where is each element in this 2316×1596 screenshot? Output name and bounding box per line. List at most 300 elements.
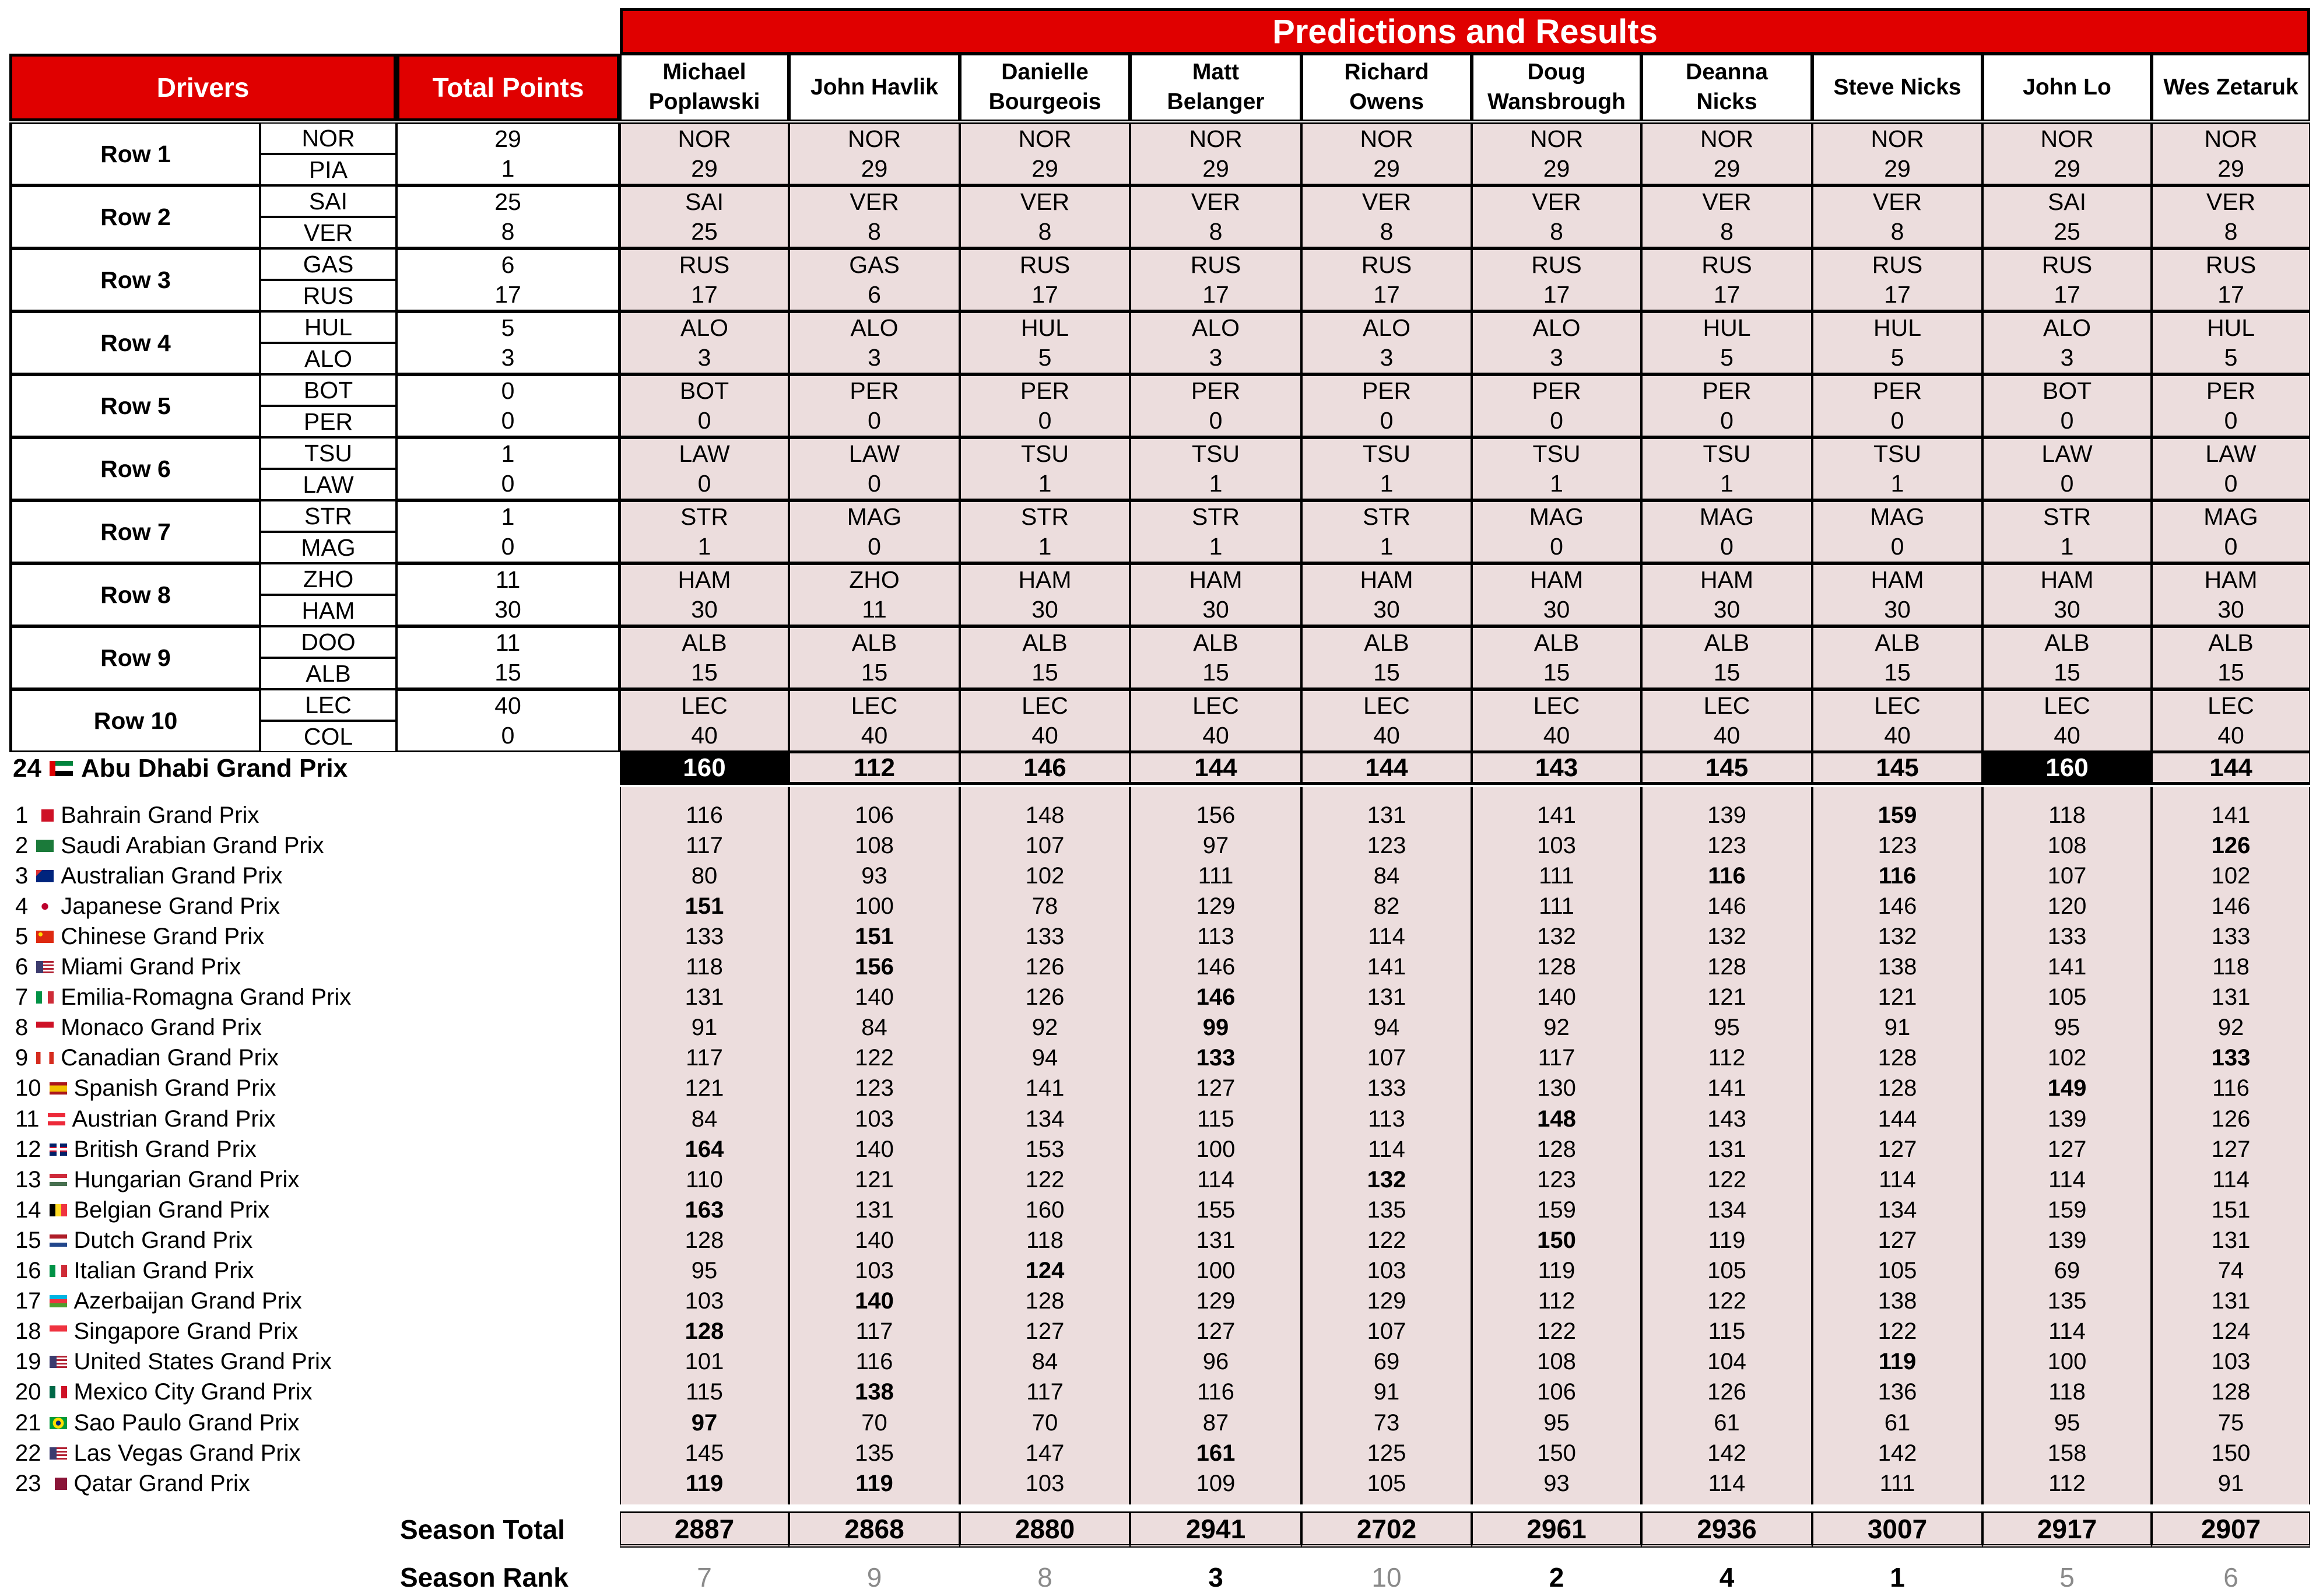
race-number: 12 (15, 1136, 41, 1162)
race-score: 100 (855, 893, 894, 919)
pick-driver: LEC (1533, 692, 1580, 719)
current-race-score: 143 (1472, 752, 1641, 785)
pick-driver: TSU (1021, 440, 1069, 467)
driver-points: 1 (396, 154, 620, 185)
prediction-cell (1641, 437, 1812, 500)
season-rank-value: 8 (1037, 1562, 1052, 1593)
player-last-name: Bourgeois (988, 89, 1101, 114)
driver-code: ALO (260, 343, 396, 374)
player-header (1641, 54, 1812, 121)
race-score: 127 (2211, 1136, 2251, 1162)
prediction-cell (789, 437, 960, 500)
pick-points: 0 (868, 407, 881, 434)
race-score: 128 (1878, 1075, 1917, 1102)
canada-flag-icon (36, 1052, 54, 1064)
pick-points: 0 (868, 470, 881, 497)
pick-points: 8 (1890, 218, 1904, 245)
race-row-label (15, 1134, 257, 1164)
race-number: 9 (15, 1045, 29, 1071)
prediction-cell (1982, 248, 2152, 311)
race-number: 4 (15, 893, 29, 919)
pick-driver: HAM (1700, 566, 1754, 593)
pick-driver: RUS (1872, 251, 1923, 278)
pick-points: 15 (1202, 659, 1229, 686)
race-score: 133 (2211, 923, 2251, 949)
prediction-cell (1130, 311, 1301, 374)
pick-driver: NOR (1871, 125, 1924, 152)
race-row-label (15, 1408, 299, 1438)
race-row-label (15, 1377, 312, 1408)
pick-driver: ALB (682, 629, 727, 656)
driver-points: 15 (396, 658, 620, 689)
driver-code: LAW (260, 469, 396, 500)
player-first-name: John Lo (2023, 74, 2111, 100)
prediction-cell (620, 311, 789, 374)
player-first-name: Doug (1527, 59, 1586, 85)
race-score: 146 (1196, 984, 1236, 1011)
player-last-name: Nicks (1696, 89, 1757, 114)
race-number: 17 (15, 1288, 41, 1314)
season-rank-value: 5 (2059, 1562, 2075, 1593)
pick-driver: PER (1532, 377, 1581, 404)
prediction-cell (620, 248, 789, 311)
race-score: 118 (2048, 802, 2086, 828)
race-score: 111 (1539, 893, 1574, 919)
pick-driver: STR (680, 503, 728, 530)
prediction-cell (620, 689, 789, 752)
pick-driver: BOT (2042, 377, 2092, 404)
race-score: 106 (855, 802, 894, 828)
race-number: 5 (15, 923, 29, 949)
pick-driver: SAI (685, 188, 724, 215)
season-rank-value: 10 (1371, 1562, 1402, 1593)
season-total-value: 2868 (789, 1511, 960, 1548)
pick-points: 17 (1543, 281, 1570, 308)
race-score: 126 (1025, 984, 1065, 1011)
race-row-label (15, 891, 280, 921)
usa-flag-icon (36, 961, 54, 973)
race-score: 135 (1367, 1197, 1406, 1223)
race-score: 103 (1025, 1470, 1065, 1496)
race-score: 80 (691, 862, 718, 889)
pick-points: 17 (1202, 281, 1229, 308)
race-score: 69 (1373, 1349, 1400, 1375)
pick-driver: NOR (1018, 125, 1072, 152)
race-score: 121 (1878, 984, 1917, 1011)
prediction-cell (620, 500, 789, 563)
driver-code: SAI (260, 185, 396, 217)
race-score: 151 (855, 923, 894, 949)
player-last-name: Poplawski (648, 89, 760, 114)
race-score: 116 (1197, 1379, 1234, 1405)
prediction-cell (1812, 500, 1982, 563)
race-number: 10 (15, 1075, 41, 1102)
race-score: 70 (1031, 1409, 1058, 1436)
prediction-cell (960, 311, 1130, 374)
race-score: 112 (1708, 1045, 1746, 1071)
pick-driver: HAM (1871, 566, 1924, 593)
race-row-label (15, 1286, 302, 1317)
race-score: 95 (691, 1258, 718, 1284)
race-score: 70 (861, 1409, 887, 1436)
row-label: Row 10 (9, 689, 260, 752)
race-score: 133 (1196, 1045, 1236, 1071)
race-name: Japanese Grand Prix (61, 893, 280, 919)
race-score: 161 (1196, 1440, 1236, 1466)
prediction-cell (960, 500, 1130, 563)
pick-points: 3 (868, 344, 881, 371)
race-name: Chinese Grand Prix (61, 923, 265, 949)
race-score: 100 (1196, 1136, 1236, 1162)
race-number: 22 (15, 1440, 41, 1466)
race-score: 121 (685, 1075, 724, 1102)
race-score: 118 (2212, 954, 2250, 980)
prediction-cell (1641, 626, 1812, 689)
pick-driver: HAM (1360, 566, 1413, 593)
race-score: 148 (1025, 802, 1065, 828)
pick-points: 30 (1713, 596, 1740, 623)
pick-points: 15 (1543, 659, 1570, 686)
prediction-cell (789, 689, 960, 752)
race-number: 6 (15, 954, 29, 980)
prediction-cell (1301, 374, 1472, 437)
race-score: 132 (1878, 923, 1917, 949)
pick-driver: VER (850, 188, 899, 215)
prediction-cell (1982, 437, 2152, 500)
driver-points: 0 (396, 721, 620, 752)
player-first-name: Matt (1192, 59, 1240, 85)
race-score: 136 (1878, 1379, 1917, 1405)
race-score: 142 (1878, 1440, 1917, 1466)
race-score: 117 (686, 1045, 723, 1071)
driver-points: 17 (396, 280, 620, 311)
race-score: 134 (1025, 1106, 1065, 1132)
race-score: 131 (685, 984, 724, 1011)
race-number: 19 (15, 1349, 41, 1375)
player-header (1982, 54, 2152, 121)
pick-driver: ALO (850, 314, 899, 341)
pick-points: 0 (697, 470, 711, 497)
pick-points: 8 (1720, 218, 1734, 245)
race-score: 131 (2211, 984, 2251, 1011)
player-first-name: John Havlik (810, 74, 938, 100)
pick-points: 3 (697, 344, 711, 371)
race-score: 128 (685, 1227, 724, 1253)
player-first-name: Deanna (1686, 59, 1768, 85)
pick-points: 30 (1373, 596, 1400, 623)
pick-driver: LEC (1022, 692, 1068, 719)
race-score: 128 (1025, 1288, 1065, 1314)
race-score: 129 (1196, 893, 1236, 919)
race-score: 112 (2048, 1470, 2086, 1496)
race-score: 91 (1884, 1015, 1911, 1041)
prediction-cell (620, 437, 789, 500)
race-name: Miami Grand Prix (61, 954, 241, 980)
race-score: 114 (2212, 1166, 2250, 1192)
prediction-cell (1812, 311, 1982, 374)
race-score: 140 (855, 1288, 894, 1314)
prediction-cell (1130, 248, 1301, 311)
race-score: 132 (1367, 1166, 1406, 1192)
player-header (789, 54, 960, 121)
pick-points: 15 (1031, 659, 1058, 686)
singapore-flag-icon (50, 1325, 67, 1338)
pick-points: 0 (868, 533, 881, 560)
race-score: 93 (861, 862, 887, 889)
race-name: Spanish Grand Prix (73, 1075, 276, 1102)
race-score: 126 (1025, 954, 1065, 980)
race-name: Emilia-Romagna Grand Prix (61, 984, 352, 1011)
race-score: 113 (1368, 1106, 1405, 1132)
pick-driver: LAW (2041, 440, 2093, 467)
pick-points: 0 (1720, 533, 1734, 560)
season-total-value: 2961 (1472, 1511, 1641, 1548)
row-label: Row 4 (9, 311, 260, 374)
pick-points: 3 (1550, 344, 1563, 371)
race-score: 61 (1714, 1409, 1740, 1436)
pick-driver: VER (1361, 188, 1412, 215)
race-name: British Grand Prix (73, 1136, 257, 1162)
race-score: 119 (855, 1470, 893, 1496)
pick-points: 1 (697, 533, 711, 560)
prediction-cell (789, 248, 960, 311)
driver-code: PER (260, 406, 396, 437)
race-score: 117 (1026, 1379, 1064, 1405)
race-score: 155 (1196, 1197, 1236, 1223)
pick-driver: TSU (1192, 440, 1240, 467)
pick-driver: RUS (1361, 251, 1412, 278)
race-name: Belgian Grand Prix (73, 1197, 270, 1223)
race-score: 87 (1202, 1409, 1229, 1436)
pick-driver: PER (1872, 377, 1922, 404)
current-race-score: 144 (2152, 752, 2310, 785)
pick-points: 3 (2060, 344, 2074, 371)
race-score: 84 (691, 1106, 718, 1132)
race-score: 100 (2047, 1349, 2087, 1375)
race-score: 150 (1537, 1227, 1576, 1253)
race-score: 164 (685, 1136, 724, 1162)
pick-points: 40 (1884, 722, 1911, 749)
pick-driver: ALB (851, 629, 897, 656)
race-score: 131 (2211, 1288, 2251, 1314)
driver-points: 8 (396, 217, 620, 248)
race-score: 111 (1539, 862, 1574, 889)
pick-points: 0 (697, 407, 711, 434)
race-score: 163 (685, 1197, 724, 1223)
prediction-cell (1812, 689, 1982, 752)
pick-points: 40 (1713, 722, 1740, 749)
pick-driver: HUL (1873, 314, 1922, 341)
prediction-cell (1130, 500, 1301, 563)
pick-points: 1 (1380, 533, 1394, 560)
race-row-label (15, 800, 259, 830)
pick-driver: STR (2043, 503, 2091, 530)
prediction-cell (1472, 122, 1641, 185)
australia-flag-icon (36, 870, 54, 882)
pick-points: 30 (1202, 596, 1229, 623)
qatar-flag-icon (50, 1478, 67, 1490)
pick-points: 29 (1713, 155, 1740, 182)
race-name: Las Vegas Grand Prix (73, 1440, 301, 1466)
race-score: 143 (1707, 1106, 1746, 1132)
prediction-cell (960, 626, 1130, 689)
race-score: 134 (1878, 1197, 1917, 1223)
prediction-cell (789, 185, 960, 248)
season-rank-value: 7 (697, 1562, 712, 1593)
race-score: 150 (2211, 1440, 2251, 1466)
pick-driver: HUL (2206, 314, 2255, 341)
pick-driver: NOR (1700, 125, 1754, 152)
race-row-label (15, 921, 264, 952)
pick-points: 15 (2054, 659, 2080, 686)
pick-points: 29 (1884, 155, 1911, 182)
driver-points: 0 (396, 469, 620, 500)
prediction-cell (1301, 248, 1472, 311)
prediction-cell (1472, 311, 1641, 374)
pick-points: 15 (1884, 659, 1911, 686)
prediction-cell (2152, 500, 2310, 563)
pick-points: 25 (2054, 218, 2080, 245)
race-score: 144 (1878, 1106, 1917, 1132)
race-score: 112 (1538, 1288, 1575, 1314)
race-row-label (15, 861, 282, 891)
race-score: 107 (2047, 862, 2087, 889)
season-total-label: Season Total (400, 1514, 565, 1545)
race-row-label (15, 1256, 254, 1286)
pick-driver: ALB (1193, 629, 1238, 656)
season-total-value: 2887 (620, 1511, 789, 1548)
pick-points: 0 (1550, 407, 1563, 434)
prediction-cell (1982, 689, 2152, 752)
pick-points: 0 (2224, 533, 2238, 560)
prediction-cell (960, 185, 1130, 248)
pick-points: 15 (691, 659, 718, 686)
race-score: 122 (1707, 1288, 1746, 1314)
race-row-label (15, 1347, 332, 1377)
race-name: Monaco Grand Prix (61, 1015, 262, 1041)
prediction-cell (2152, 374, 2310, 437)
driver-code: PIA (260, 154, 396, 185)
driver-code: DOO (260, 626, 396, 658)
pick-driver: PER (1702, 377, 1752, 404)
race-number: 20 (15, 1379, 41, 1405)
race-number: 24 (13, 754, 41, 783)
race-score: 119 (1878, 1349, 1917, 1375)
prediction-cell (1472, 437, 1641, 500)
race-score: 92 (1031, 1015, 1058, 1041)
prediction-cell (1812, 122, 1982, 185)
race-score: 131 (1367, 802, 1406, 828)
prediction-cell (2152, 563, 2310, 626)
race-score: 102 (2211, 862, 2251, 889)
pick-driver: ALO (1532, 314, 1581, 341)
race-score: 133 (2211, 1045, 2251, 1071)
current-race-score: 112 (789, 752, 960, 785)
prediction-cell (1982, 500, 2152, 563)
prediction-cell (620, 122, 789, 185)
player-header (1812, 54, 1982, 121)
season-rank-value: 9 (866, 1562, 882, 1593)
pick-driver: NOR (678, 125, 731, 152)
race-score: 118 (686, 954, 723, 980)
race-name: Austrian Grand Prix (72, 1106, 276, 1132)
pick-driver: HAM (2204, 566, 2258, 593)
driver-code: NOR (260, 122, 396, 154)
race-number: 15 (15, 1227, 41, 1253)
race-score: 84 (861, 1015, 887, 1041)
italy-flag-icon (36, 991, 54, 1004)
race-score: 103 (855, 1258, 894, 1284)
race-score: 158 (2047, 1440, 2087, 1466)
race-score: 95 (1714, 1015, 1740, 1041)
pick-points: 40 (1373, 722, 1400, 749)
pick-points: 29 (2217, 155, 2244, 182)
pick-points: 15 (1373, 659, 1400, 686)
driver-code: MAG (260, 532, 396, 563)
race-score: 107 (1025, 832, 1065, 858)
driver-points: 29 (396, 122, 620, 154)
driver-code: VER (260, 217, 396, 248)
pick-driver: ALB (1022, 629, 1068, 656)
race-score: 122 (1367, 1227, 1406, 1253)
season-total-value: 2941 (1130, 1511, 1301, 1548)
prediction-cell (1982, 185, 2152, 248)
season-total-value: 2907 (2152, 1511, 2310, 1548)
pick-points: 30 (1884, 596, 1911, 623)
prediction-cell (960, 374, 1130, 437)
race-score: 100 (1196, 1258, 1236, 1284)
driver-points: 0 (396, 406, 620, 437)
race-number: 16 (15, 1258, 41, 1284)
race-score: 129 (1367, 1288, 1406, 1314)
player-first-name: Wes Zetaruk (2163, 74, 2299, 100)
prediction-cell (2152, 437, 2310, 500)
race-score: 108 (1537, 1349, 1576, 1375)
race-score: 146 (2211, 893, 2251, 919)
pick-points: 29 (1543, 155, 1570, 182)
driver-code: LEC (260, 689, 396, 721)
prediction-cell (2152, 689, 2310, 752)
race-score: 117 (1538, 1045, 1575, 1071)
player-header (1472, 54, 1641, 121)
total-points-header: Total Points (396, 54, 620, 121)
season-rank-label: Season Rank (400, 1562, 569, 1593)
season-rank-value: 6 (2223, 1562, 2238, 1593)
race-row-label (15, 952, 241, 983)
race-score: 108 (855, 832, 894, 858)
prediction-cell (1130, 563, 1301, 626)
prediction-cell (1130, 185, 1301, 248)
prediction-cell (789, 374, 960, 437)
race-score: 123 (1707, 832, 1746, 858)
race-score: 146 (1196, 954, 1236, 980)
race-score: 107 (1367, 1045, 1406, 1071)
prediction-cell (789, 563, 960, 626)
race-score: 151 (2211, 1197, 2251, 1223)
race-score: 92 (1543, 1015, 1570, 1041)
race-score: 135 (2047, 1288, 2087, 1314)
race-score: 123 (1367, 832, 1406, 858)
pick-driver: VER (1191, 188, 1241, 215)
current-race-score: 145 (1812, 752, 1982, 785)
race-score: 97 (1202, 832, 1229, 858)
pick-driver: HAM (1189, 566, 1243, 593)
prediction-cell (1641, 311, 1812, 374)
race-number: 1 (15, 802, 29, 828)
pick-driver: STR (1192, 503, 1240, 530)
driver-code: ZHO (260, 563, 396, 595)
race-score: 122 (1537, 1318, 1576, 1345)
